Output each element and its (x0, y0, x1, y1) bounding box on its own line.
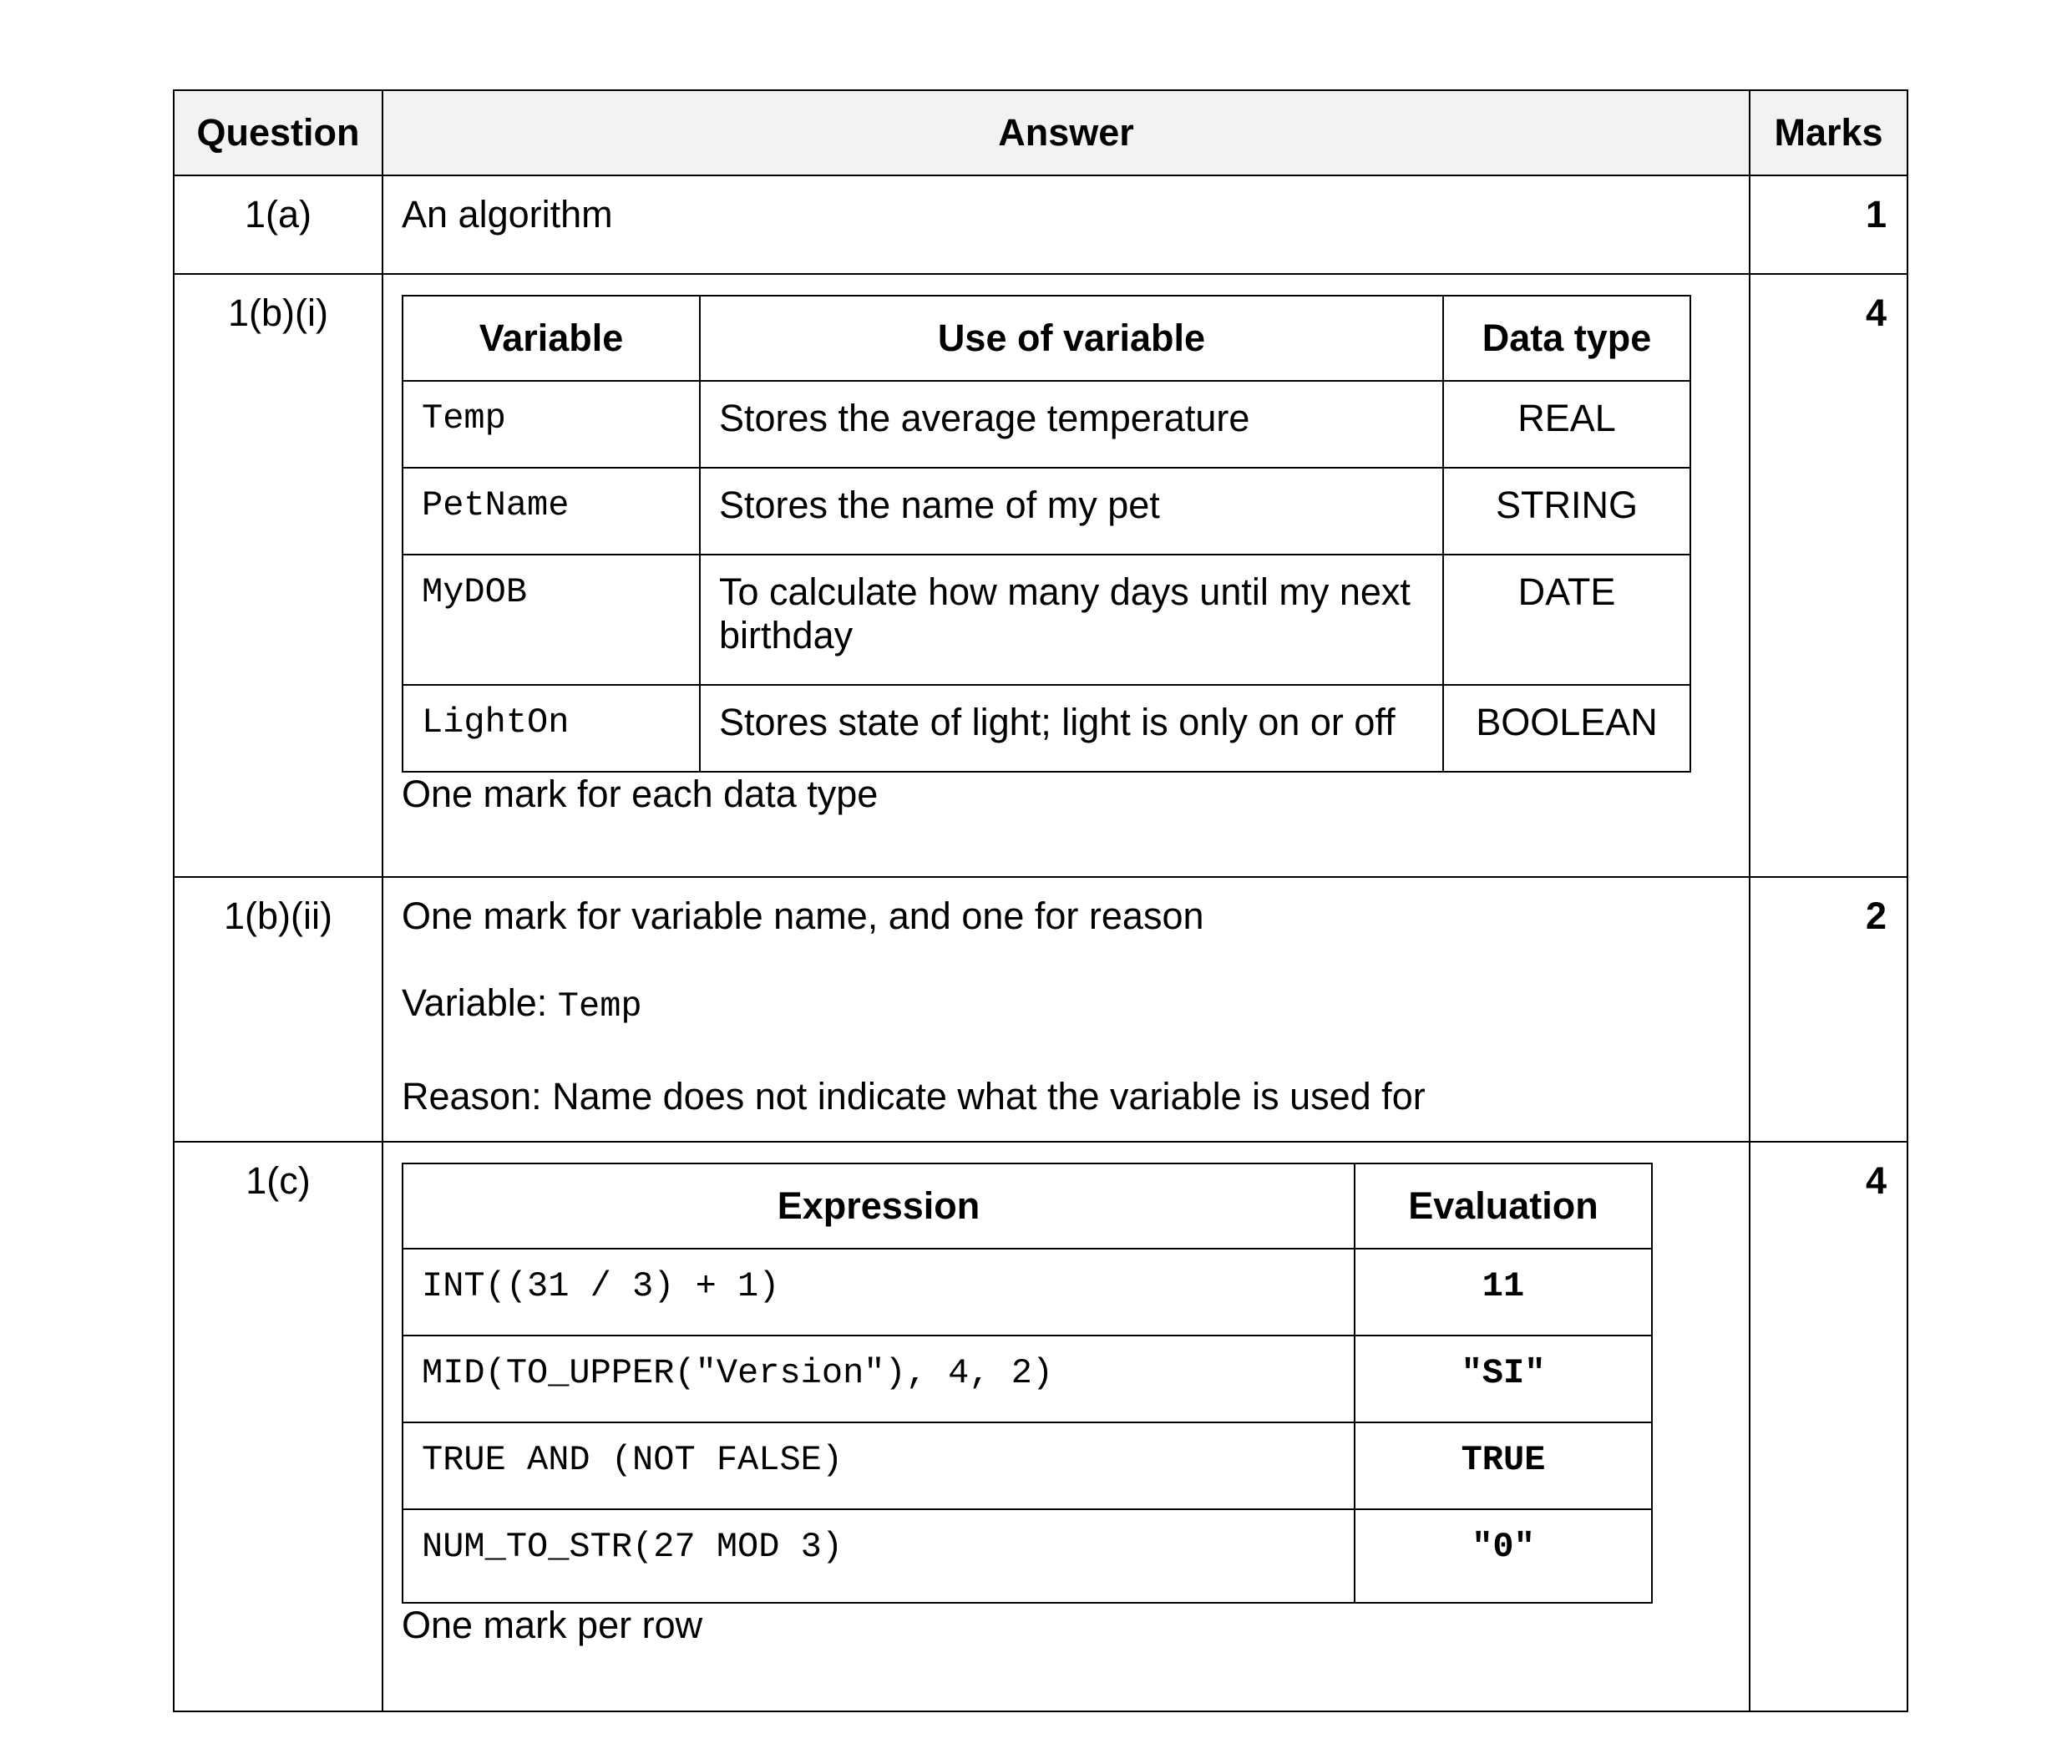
expressions-header-row (403, 1163, 1652, 1249)
question-number: 1(b)(i) (174, 274, 382, 877)
marking-note: One mark for each data type (402, 773, 879, 815)
variable-label: Variable: (402, 981, 558, 1024)
data-type: BOOLEAN (1443, 685, 1690, 772)
expression-header: Expression (403, 1163, 1355, 1249)
marks-value: 4 (1750, 1142, 1907, 1711)
data-type: REAL (1443, 381, 1690, 468)
table-row (403, 468, 1690, 555)
variable-name: MyDOB (403, 555, 700, 685)
evaluation: TRUE (1355, 1422, 1652, 1509)
marks-value: 2 (1750, 877, 1907, 1142)
expression: INT((31 / 3) + 1) (403, 1249, 1355, 1336)
question-row-1a (174, 175, 1907, 274)
marking-note: One mark per row (402, 1604, 703, 1646)
variable-use: Stores state of light; light is only on or off (700, 685, 1443, 772)
question-number: 1(b)(ii) (174, 877, 382, 1142)
variable-name: Temp (403, 381, 700, 468)
variable-use: Stores the name of my pet (700, 468, 1443, 555)
marks-value: 1 (1750, 175, 1907, 274)
table-row (403, 1336, 1652, 1422)
evaluation-header: Evaluation (1355, 1163, 1652, 1249)
variable-header: Variable (403, 296, 700, 381)
variable-use: Stores the average temperature (700, 381, 1443, 468)
table-row (403, 685, 1690, 772)
table-row (403, 1509, 1652, 1603)
variable-value: Temp (557, 986, 642, 1026)
answer-cell (382, 274, 1750, 877)
expressions-table (402, 1163, 1653, 1604)
question-header: Question (174, 90, 382, 175)
table-row (403, 381, 1690, 468)
evaluation: "SI" (1355, 1336, 1652, 1422)
marking-note: One mark for variable name, and one for reason (402, 895, 1204, 937)
table-row (403, 1422, 1652, 1509)
reason-text: Reason: Name does not indicate what the variable is used for (402, 1075, 1426, 1118)
answer-cell (382, 877, 1750, 1142)
variables-header-row (403, 296, 1690, 381)
data-type: DATE (1443, 555, 1690, 685)
variable-line (402, 981, 1730, 1028)
evaluation: 11 (1355, 1249, 1652, 1336)
header-row (174, 90, 1907, 175)
question-row-1c (174, 1142, 1907, 1711)
table-row (403, 1249, 1652, 1336)
question-number: 1(c) (174, 1142, 382, 1711)
evaluation: "0" (1355, 1509, 1652, 1603)
use-header: Use of variable (700, 296, 1443, 381)
marks-header: Marks (1750, 90, 1907, 175)
answer-text: An algorithm (382, 175, 1750, 274)
question-number: 1(a) (174, 175, 382, 274)
answer-cell (382, 1142, 1750, 1711)
question-row-1bii (174, 877, 1907, 1142)
mark-scheme-table (173, 89, 1908, 1712)
expression: MID(TO_UPPER("Version"), 4, 2) (403, 1336, 1355, 1422)
expression: TRUE AND (NOT FALSE) (403, 1422, 1355, 1509)
data-type: STRING (1443, 468, 1690, 555)
table-row (403, 555, 1690, 685)
answer-header: Answer (382, 90, 1750, 175)
variable-name: PetName (403, 468, 700, 555)
type-header: Data type (1443, 296, 1690, 381)
variable-use: To calculate how many days until my next birthday (700, 555, 1443, 685)
question-row-1bi (174, 274, 1907, 877)
marks-value: 4 (1750, 274, 1907, 877)
variable-name: LightOn (403, 685, 700, 772)
expression: NUM_TO_STR(27 MOD 3) (403, 1509, 1355, 1603)
variables-table (402, 295, 1691, 773)
